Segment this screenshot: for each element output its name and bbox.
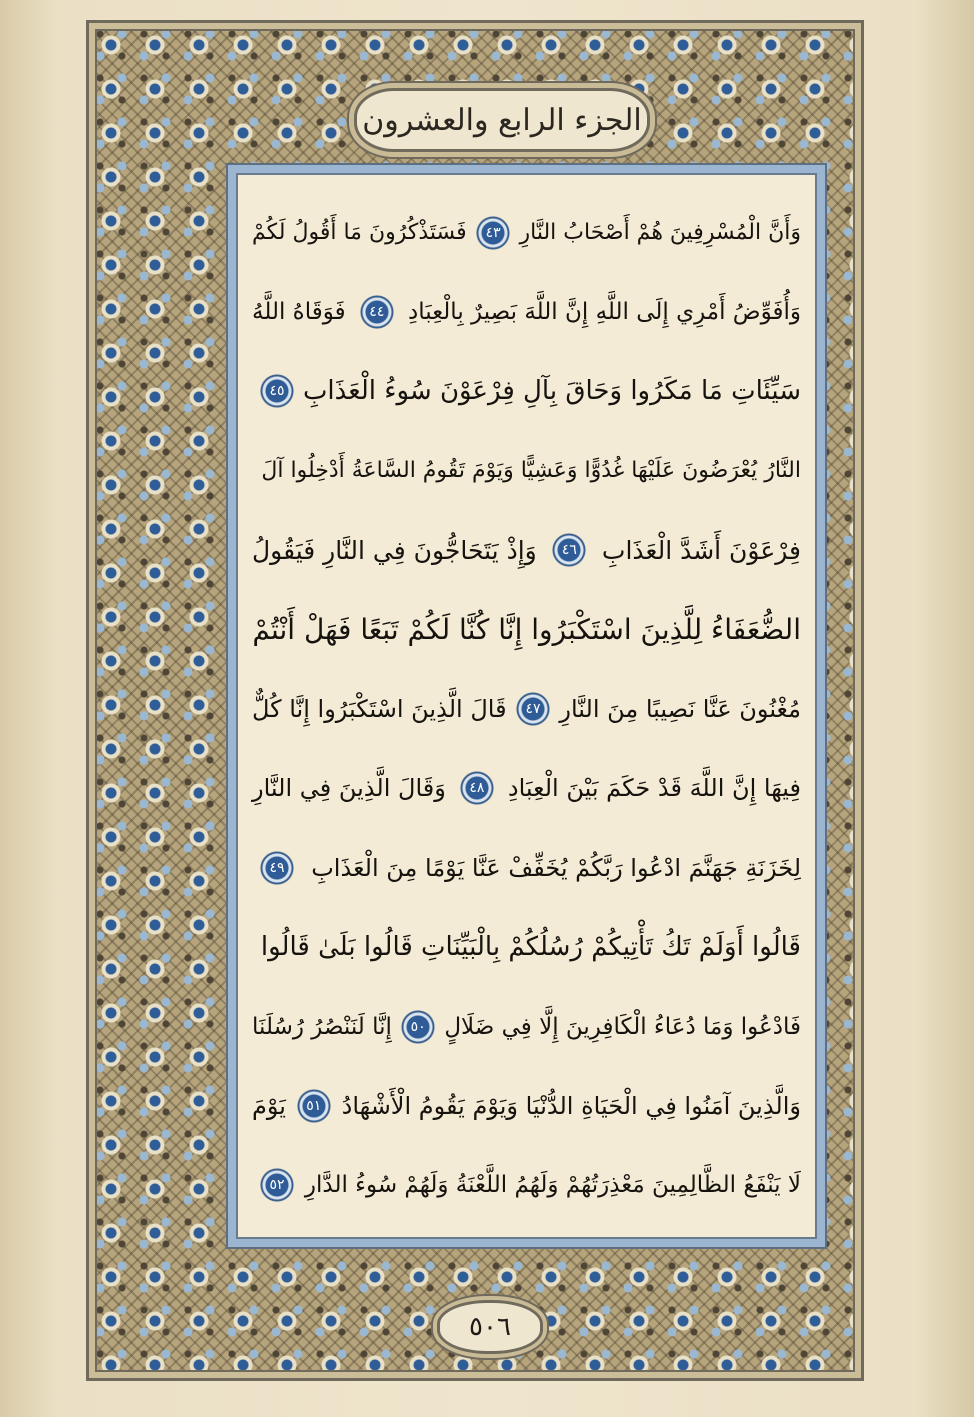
verse-text: فِيهَا إِنَّ اللَّهَ قَدْ حَكَمَ بَيْنَ الْعِبَادِ [507,774,801,803]
verse-text: وَأَنَّ الْمُسْرِفِينَ هُمْ أَصْحَابُ النَّارِ [519,220,801,246]
verse-text: فَوَقَاهُ اللَّهُ [252,299,346,326]
verse-text: فَادْعُوا وَمَا دُعَاءُ الْكَافِرِينَ إِلَّا فِي ضَلَالٍ [444,1013,801,1040]
verse-line [252,431,801,510]
verse-line [252,1066,801,1145]
verse-line [252,749,801,828]
ayah-number-marker: ٤٧ [516,692,550,726]
verse-line [252,511,801,590]
verse-text: سَيِّئَاتِ مَا مَكَرُوا وَحَاقَ بِآلِ فِرْعَوْنَ سُوءُ الْعَذَابِ [302,376,801,407]
verse-text: يَوْمَ [252,1091,286,1120]
verse-text: مُغْنُونَ عَنَّا نَصِيبًا مِنَ النَّارِ [559,695,801,724]
verse-line [252,1146,801,1225]
ayah-number-marker: ٥٠ [401,1010,435,1044]
verse-text: وَإِذْ يَتَحَاجُّونَ فِي النَّارِ فَيَقُولُ [252,535,537,565]
ayah-number-marker: ٤٩ [260,851,294,885]
verse-text: قَالُوا أَوَلَمْ تَكُ تَأْتِيكُمْ رُسُلُكُمْ بِالْبَيِّنَاتِ قَالُوا بَلَىٰ قَالُوا [260,932,801,963]
ayah-number-marker: ٥١ [297,1089,331,1123]
verse-line [252,987,801,1066]
ayah-number-marker: ٤٤ [360,295,394,329]
text-frame [226,163,827,1249]
ayah-number-marker: ٤٨ [460,771,494,805]
page-number-cartouche [437,1300,543,1354]
juz-header-cartouche [354,88,650,152]
verse-line [252,272,801,351]
verse-text: فَسَتَذْكُرُونَ مَا أَقُولُ لَكُمْ [252,220,467,246]
ayah-number-marker: ٥٢ [260,1168,294,1202]
juz-title: الجزء الرابع والعشرون [362,102,642,138]
verse-line [252,908,801,987]
verse-text: لَا يَنْفَعُ الظَّالِمِينَ مَعْذِرَتُهُمْ وَلَهُمُ اللَّعْنَةُ وَلَهُمْ سُوءُ الدَّارِ [304,1172,801,1199]
verse-text: قَالَ الَّذِينَ اسْتَكْبَرُوا إِنَّا كُلٌّ [252,695,507,724]
verse-text: وَالَّذِينَ آمَنُوا فِي الْحَيَاةِ الدُّنْيَا وَيَوْمَ يَقُومُ الْأَشْهَادُ [341,1091,801,1120]
verse-text: لِخَزَنَةِ جَهَنَّمَ ادْعُوا رَبَّكُمْ يُخَفِّفْ عَنَّا يَوْمًا مِنَ الْعَذَابِ [311,853,801,882]
page-number: ٥٠٦ [469,1312,511,1342]
ayah-number-marker: ٤٣ [476,216,510,250]
verse-line [252,669,801,748]
verse-text: وَأُفَوِّضُ أَمْرِي إِلَى اللَّهِ إِنَّ اللَّهَ بَصِيرٌ بِالْعِبَادِ [408,299,801,326]
verse-line [252,352,801,431]
verse-text: فِرْعَوْنَ أَشَدَّ الْعَذَابِ [601,535,801,565]
ayah-number-marker: ٤٦ [552,533,586,567]
verse-text: إِنَّا لَنَنْصُرُ رُسُلَنَا [252,1013,392,1040]
verse-line [252,193,801,272]
verse-text: الضُّعَفَاءُ لِلَّذِينَ اسْتَكْبَرُوا إِنَّا كُنَّا لَكُمْ تَبَعًا فَهَلْ أَنْتُمْ [252,613,801,647]
verse-line [252,590,801,669]
verse-text: النَّارُ يُعْرَضُونَ عَلَيْهَا غُدُوًّا وَعَشِيًّا وَيَوْمَ تَقُومُ السَّاعَةُ أَدْخِلُوا آلَ [261,458,801,484]
verse-line [252,828,801,907]
ayah-number-marker: ٤٥ [260,374,294,408]
verse-text-area [236,173,817,1239]
verse-text: وَقَالَ الَّذِينَ فِي النَّارِ [252,774,446,803]
